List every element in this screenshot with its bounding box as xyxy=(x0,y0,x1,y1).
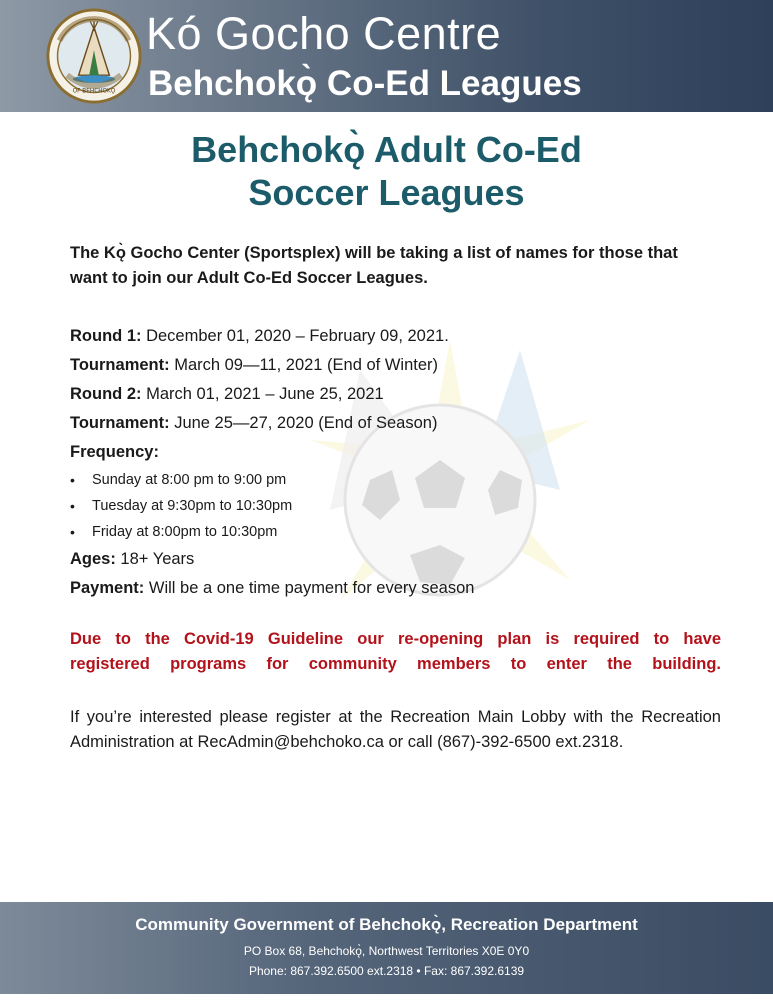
schedule-value: December 01, 2020 – February 09, 2021. xyxy=(141,327,449,345)
schedule-round-2 xyxy=(70,380,730,409)
schedule-value: March 09—11, 2021 (End of Winter) xyxy=(169,356,439,374)
schedule-value: March 01, 2021 – June 25, 2021 xyxy=(141,385,384,403)
main-title-line2: Soccer Leagues xyxy=(248,172,525,213)
seal-text: OF BEHCHOKǪ̀ xyxy=(72,88,116,95)
main-title xyxy=(0,128,773,214)
header-subtitle: Behchokǫ̀ Co-Ed Leagues xyxy=(148,64,582,103)
payment-label: Payment: xyxy=(70,579,145,597)
ages-value: 18+ Years xyxy=(115,550,195,568)
ages-label: Ages: xyxy=(70,550,116,568)
schedule-label: Tournament: xyxy=(70,356,170,374)
intro-line1: The Kǫ̀ Gocho Center (Sportsplex) will be taking a list of names for those that xyxy=(70,244,678,262)
schedule-tournament-season xyxy=(70,409,730,438)
payment-value: Will be a one time payment for every season xyxy=(144,579,475,597)
schedule-label: Tournament: xyxy=(70,414,170,432)
intro-line2: want to join our Adult Co-Ed Soccer Leagues. xyxy=(70,269,428,287)
payment-row xyxy=(70,574,730,603)
intro-paragraph xyxy=(70,241,730,291)
main-title-line1: Behchokǫ̀ Adult Co-Ed xyxy=(191,129,582,170)
footer-address: PO Box 68, Behchokǫ̀, Northwest Territories X0E 0Y0 xyxy=(243,944,530,958)
header-title: Kó Gocho Centre xyxy=(146,8,502,59)
frequency-label: Frequency: xyxy=(70,443,159,461)
footer-banner xyxy=(0,902,773,994)
footer-phone: Phone: 867.392.6500 ext.2318 • Fax: 867.392.6139 xyxy=(248,964,525,978)
list-item: • Tuesday at 9:30pm to 10:30pm xyxy=(70,493,730,519)
contact-paragraph: If you’re interested please register at the Recreation Main Lobby with the Recreation Administration at RecAdmin@behchoko.ca or call (867)-392-6500 ext.2318. xyxy=(70,708,721,751)
footer-org: Community Government of Behchokǫ̀, Recreation Department xyxy=(135,915,638,934)
league-details xyxy=(70,322,730,603)
ages-row xyxy=(70,545,730,574)
frequency-heading xyxy=(70,438,730,467)
notice-line2: registered programs for community members to enter the building. xyxy=(70,655,721,673)
list-item: • Sunday at 8:00 pm to 9:00 pm xyxy=(70,467,730,493)
covid-notice xyxy=(70,627,721,677)
community-seal-icon xyxy=(46,8,142,104)
frequency-list xyxy=(70,467,730,545)
notice-line1: Due to the Covid-19 Guideline our re-opening plan is required to have xyxy=(70,630,721,648)
header-banner xyxy=(0,0,773,112)
schedule-value: June 25—27, 2020 (End of Season) xyxy=(169,414,438,432)
schedule-tournament-winter xyxy=(70,351,730,380)
list-item: • Friday at 8:00pm to 10:30pm xyxy=(70,519,730,545)
schedule-round-1 xyxy=(70,322,730,351)
schedule-label: Round 2: xyxy=(70,385,142,403)
schedule-label: Round 1: xyxy=(70,327,142,345)
